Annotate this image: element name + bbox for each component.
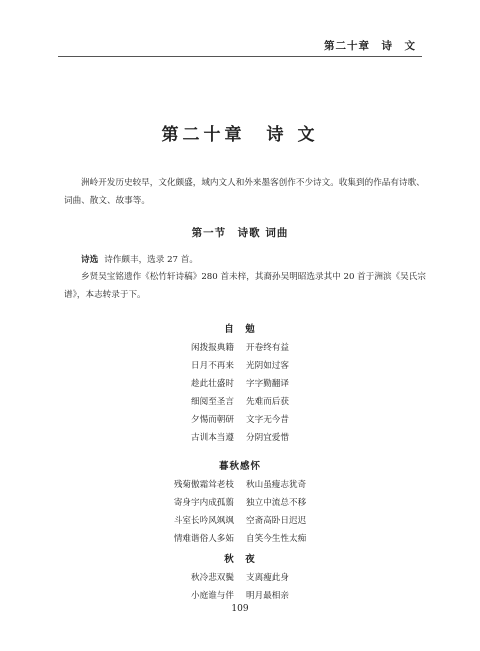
paragraph-label: 诗选 (81, 255, 99, 265)
poem-line: 残菊傲霜耸老枝 秋山虽瘦志犹奇 (173, 480, 307, 490)
poem-line: 秋冷悲双鬓 支离瘦此身 (191, 573, 289, 583)
poem-line: 细阅至圣言 先难而后获 (191, 397, 289, 407)
poem-title: 暮秋感怀 (218, 461, 261, 472)
poem-line: 趁此壮盛时 字字勤翻译 (191, 379, 289, 389)
poem-line: 情难谐俗人多妬 自笑今生性太痴 (173, 534, 307, 544)
chapter-title: 第二十章 诗 文 (161, 125, 319, 145)
header-rule (58, 56, 422, 57)
poem-line: 古训本当遵 分阴宜爱惜 (191, 433, 289, 443)
poem-line: 小庭谁与伴 明月最相亲 (191, 591, 289, 601)
poem-line: 闲拨报典籍 开卷终有益 (191, 343, 289, 353)
section-title: 第一节 诗歌 词曲 (191, 227, 289, 239)
page-number: 109 (231, 604, 249, 614)
paragraph-poetry-selection (64, 251, 428, 269)
poem-qiuye (0, 551, 480, 605)
running-head (0, 0, 480, 52)
poem-line: 日月不再来 光阴如过客 (191, 361, 289, 371)
poem-title: 秋 夜 (224, 554, 256, 565)
poem-line: 斗室长吟风飒飒 空斋高卧日迟迟 (173, 516, 307, 526)
intro-paragraph: 洲岭开发历史较早，文化颇盛，域内文人和外来墨客创作不少诗文。收集到的作品有诗歌、词曲、散文、故事等。 (64, 178, 425, 206)
paragraph-source-note: 乡贤吴宝铭遗作《松竹轩诗稿》280 首未梓，其裔孙吴明昭选录其中 20 首于洲滨《吴氏宗谱》，本志转录于下。 (64, 272, 426, 300)
poem-line: 夕惕而朝研 文字无今昔 (191, 415, 289, 425)
paragraph-text: 诗作颇丰，选录 27 首。 (104, 255, 198, 265)
poem-zimian (0, 321, 480, 447)
running-head-title: 第二十章 诗 文 (324, 40, 416, 52)
poem-muqiu-ganhuai (0, 458, 480, 548)
poem-line: 寄身宇内成孤翦 独立中流总不移 (173, 498, 307, 508)
poem-title: 自 勉 (224, 324, 256, 335)
